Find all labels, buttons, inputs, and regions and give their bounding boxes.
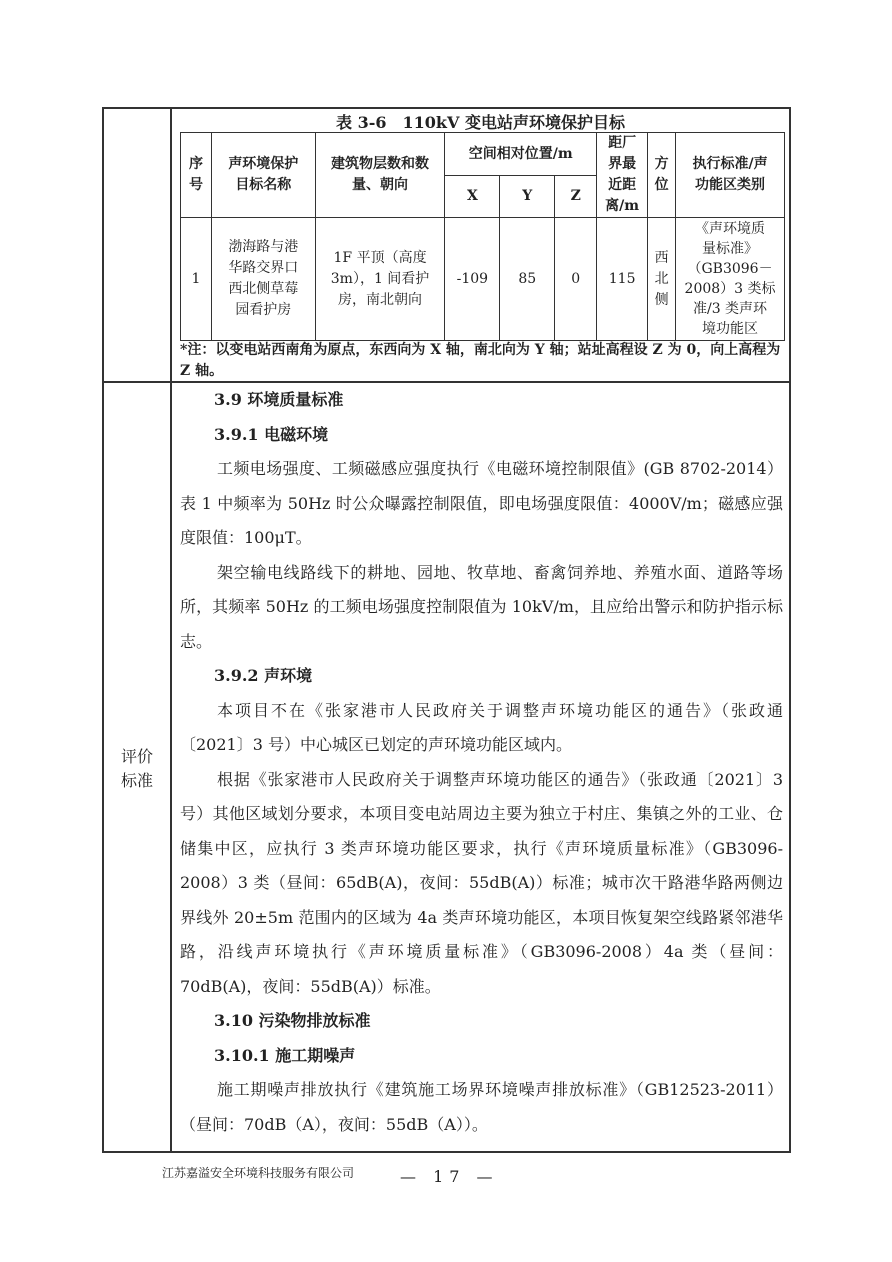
cell-y: 85 (500, 218, 555, 341)
cell-text: （GB3096－ (687, 261, 773, 277)
header-seq (181, 133, 212, 218)
table-title: 表 3-6 110kV 变电站声环境保护目标 (336, 113, 625, 132)
header-distance (597, 133, 648, 218)
paragraph: 工频电场强度、工频磁感应强度执行《电磁环境控制限值》(GB 8702-2014）表 1 中频率为 50Hz 时公众曝露控制限值，即电场强度限值：4000V/m；磁感应强度限值：100μT。 (180, 459, 783, 547)
cell-distance: 115 (597, 218, 648, 341)
column-divider (170, 107, 172, 1153)
cell-text: 《声环境质 (695, 221, 766, 237)
cell-text: 渤海路与港 (228, 239, 299, 255)
cell-text: 侧 (654, 291, 669, 308)
cell-text: 华路交界口 (228, 260, 299, 276)
section-heading: 3.9 环境质量标准 (214, 390, 344, 409)
table-note: *注：以变电站西南角为原点，东西向为 X 轴，南北向为 Y 轴；站址高程设 Z 为 0，向上高程为 Z 轴。 (180, 342, 781, 379)
side-label (104, 745, 170, 793)
header-text: 方 (654, 156, 669, 172)
cell-seq: 1 (181, 218, 212, 341)
footer-company: 江苏嘉溢安全环境科技服务有限公司 (162, 1166, 355, 1180)
header-z: Z (555, 176, 597, 218)
paragraph: 本项目不在《张家港市人民政府关于调整声环境功能区的通告》（张政通〔2021〕3 号）中心城区已划定的声环境功能区域内。 (180, 700, 783, 754)
header-text: 位 (654, 177, 669, 193)
header-text: 功能区类别 (695, 177, 766, 193)
cell-z: 0 (555, 218, 597, 341)
paragraph: 施工期噪声排放执行《建筑施工场界环境噪声排放标准》（GB12523-2011）（昼间：70dB（A），夜间：55dB（A））。 (180, 1080, 783, 1134)
section-heading: 3.9.1 电磁环境 (214, 424, 329, 444)
cell-text: 量标准》 (702, 241, 759, 257)
cell-text: 西北侧草莓 (228, 281, 299, 297)
header-text: 执行标准/声 (692, 156, 768, 172)
protection-target-table (180, 132, 785, 341)
header-text: 建筑物层数和数 (331, 156, 430, 172)
standards-content (180, 383, 783, 1142)
section-heading: 3.9.2 声环境 (214, 666, 313, 685)
cell-standard (676, 218, 785, 341)
header-text: 序 (188, 156, 203, 172)
header-name (211, 133, 315, 218)
section-heading: 3.10.1 施工期噪声 (214, 1045, 356, 1065)
header-text: 声环境保护 (228, 156, 299, 172)
cell-building (315, 218, 445, 341)
cell-text: 北 (654, 270, 669, 287)
cell-name (211, 218, 315, 341)
cell-direction (648, 218, 676, 341)
cell-x: -109 (445, 218, 500, 341)
cell-text: 房，南北朝向 (338, 291, 423, 308)
cell-text: 3m），1 间看护 (330, 270, 430, 287)
header-position: 空间相对位置/m (445, 133, 597, 176)
header-direction (648, 133, 676, 218)
paragraph: 架空输电线路线下的耕地、园地、牧草地、畜禽饲养地、养殖水面、道路等场所，其频率 50Hz 的工频电场强度控制限值为 10kV/m，且应给出警示和防护指示标志。 (180, 562, 783, 651)
header-x: X (445, 176, 500, 218)
side-label-line: 标准 (120, 771, 153, 790)
side-label-line: 评价 (120, 747, 153, 766)
header-text: 目标名称 (235, 177, 292, 193)
header-standard (676, 133, 785, 218)
header-building (315, 133, 445, 218)
paragraph: 根据《张家港市人民政府关于调整声环境功能区的通告》（张政通〔2021〕3 号）其他区域划分要求，本项目变电站周边主要为独立于村庄、集镇之外的工业、仓储集中区，应执行 3 类声环境功能区要求，执行《声环境质量标准》（GB3096-2008）3 类（昼间：65dB(A)，夜间：55dB(A)）标准；城市次干路港华路两侧边界线外 20±5m 范围内的区域为 4a 类声环境功能区，本项目恢复架空线路紧邻港华路，沿线声环境执行《声环境质量标准》（GB3096-2008）4a 类（昼间：70dB(A)，夜间：55dB(A)）标准。 (180, 769, 783, 996)
header-text: 界最 (608, 156, 637, 172)
cell-text: 2008）3 类标 (684, 281, 776, 297)
cell-text: 园看护房 (235, 302, 292, 318)
cell-text: 1F 平顶（高度 (333, 249, 427, 266)
header-y: Y (500, 176, 555, 218)
header-text: 量、朝向 (352, 177, 409, 193)
page-number: — 17 — (400, 1167, 499, 1186)
header-text: 号 (188, 177, 203, 193)
cell-text: 西 (654, 249, 669, 266)
header-text: 离/m (605, 198, 640, 214)
header-text: 近距 (608, 177, 637, 193)
cell-text: 境功能区 (702, 321, 759, 337)
header-text: 距厂 (608, 135, 637, 151)
table-row (181, 218, 785, 341)
cell-text: 准/3 类声环 (692, 301, 768, 317)
section-heading: 3.10 污染物排放标准 (214, 1011, 371, 1030)
